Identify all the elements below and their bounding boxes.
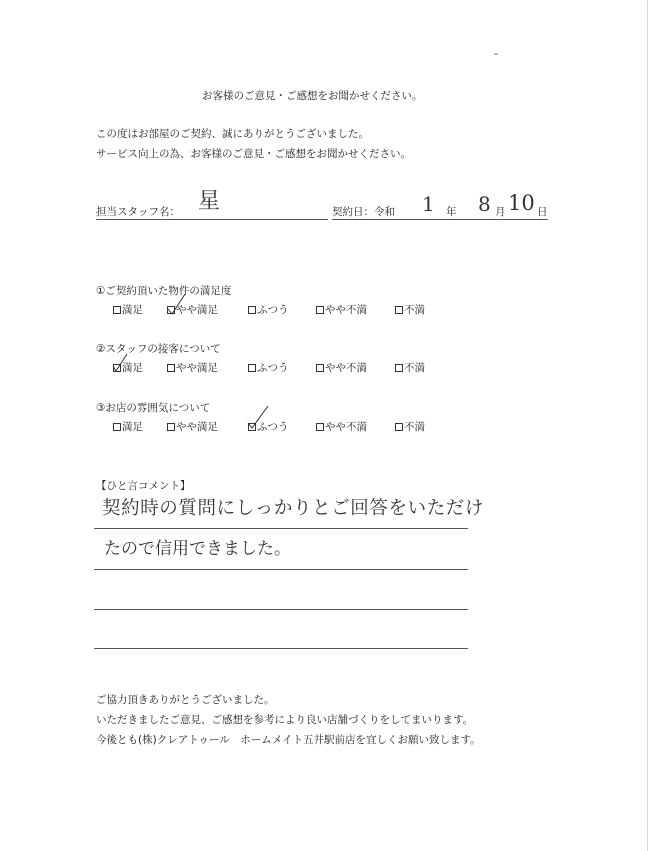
staff-name-handwritten: 星 xyxy=(198,189,221,214)
footer-line-3: 今後とも(株)クレアトゥール ホームメイト五井駅前店を宜しくお願い致します。 xyxy=(96,734,481,746)
contract-date-underline xyxy=(332,219,548,220)
option-label: ふつう xyxy=(257,362,289,374)
checkbox-icon xyxy=(316,306,324,314)
option-label: 不満 xyxy=(404,304,425,316)
checkbox-icon xyxy=(113,423,121,431)
page-title: お客様のご意見・ご感想をお聞かせください。 xyxy=(202,90,423,102)
option-label: やや満足 xyxy=(176,421,218,433)
comment-label: 【ひと言コメント】 xyxy=(96,480,191,492)
intro-line-1: この度はお部屋のご契約、誠にありがとうございました。 xyxy=(96,128,369,140)
q1-option-neutral[interactable] xyxy=(248,305,289,316)
checkbox-icon xyxy=(113,306,121,314)
comment-line-2-handwritten: たので信用できました。 xyxy=(104,539,291,559)
staff-underline xyxy=(96,219,328,220)
q3-option-somewhat-dissatisfied[interactable] xyxy=(316,422,367,433)
comment-line-1-handwritten: 契約時の質問にしっかりとご回答をいただけ xyxy=(102,498,485,519)
intro-line-2: サービス向上の為、お客様のご意見・ご感想をお聞かせください。 xyxy=(96,148,411,160)
checkbox-icon xyxy=(395,364,403,372)
q3-option-somewhat-satisfied[interactable] xyxy=(167,422,218,433)
option-label: やや不満 xyxy=(325,304,367,316)
q1-option-somewhat-dissatisfied[interactable] xyxy=(316,305,367,316)
q1-option-satisfied[interactable] xyxy=(113,305,143,316)
option-label: ふつう xyxy=(257,421,289,433)
option-label: 不満 xyxy=(404,421,425,433)
staff-label: 担当スタッフ名： xyxy=(96,206,180,218)
option-label: やや満足 xyxy=(176,362,218,374)
comment-rule-3 xyxy=(94,609,468,610)
contract-year-unit: 年 xyxy=(446,206,457,218)
contract-day-handwritten: 10 xyxy=(508,191,535,215)
option-label: 不満 xyxy=(404,362,425,374)
checkbox-icon xyxy=(316,423,324,431)
checkbox-icon xyxy=(248,364,256,372)
contract-month-handwritten: 8 xyxy=(478,192,491,216)
q3-option-dissatisfied[interactable] xyxy=(395,422,425,433)
option-label: やや不満 xyxy=(325,421,367,433)
checkbox-icon xyxy=(316,364,324,372)
contract-date-label: 契約日：令和 xyxy=(332,206,395,218)
checkbox-icon xyxy=(167,423,175,431)
q3-checkmark-icon xyxy=(246,404,270,430)
option-label: やや不満 xyxy=(325,362,367,374)
q2-option-dissatisfied[interactable] xyxy=(395,363,425,374)
footer-line-1: ご協力頂きありがとうございました。 xyxy=(96,694,275,706)
contract-year-handwritten: 1 xyxy=(422,192,435,216)
checkbox-icon xyxy=(167,364,175,372)
q1-option-dissatisfied[interactable] xyxy=(395,305,425,316)
question-1-title: ①ご契約頂いた物件の満足度 xyxy=(96,285,232,297)
question-3-title: ③お店の雰囲気について xyxy=(96,402,211,414)
comment-rule-4 xyxy=(94,648,468,649)
checkbox-icon xyxy=(395,306,403,314)
question-2-title: ②スタッフの接客について xyxy=(96,343,221,355)
option-label: 満足 xyxy=(122,304,143,316)
comment-rule-1 xyxy=(94,528,468,529)
option-label: やや満足 xyxy=(176,304,218,316)
checkbox-icon xyxy=(395,423,403,431)
footer-line-2: いただきましたご意見、ご感想を参考により良い店舗づくりをしてまいります。 xyxy=(96,714,474,726)
option-label: ふつう xyxy=(257,304,289,316)
option-label: 満足 xyxy=(122,421,143,433)
q1-checkmark-icon xyxy=(166,292,188,316)
contract-month-unit: 月 xyxy=(495,206,506,218)
scan-speck xyxy=(494,53,498,55)
contract-day-unit: 日 xyxy=(537,206,548,218)
q2-checkmark-icon xyxy=(111,352,129,374)
option-label: 満足 xyxy=(122,362,143,374)
comment-rule-2 xyxy=(94,569,468,570)
checkbox-icon xyxy=(248,306,256,314)
q2-option-somewhat-dissatisfied[interactable] xyxy=(316,363,367,374)
q3-option-satisfied[interactable] xyxy=(113,422,143,433)
q2-option-neutral[interactable] xyxy=(248,363,289,374)
q2-option-somewhat-satisfied[interactable] xyxy=(167,363,218,374)
